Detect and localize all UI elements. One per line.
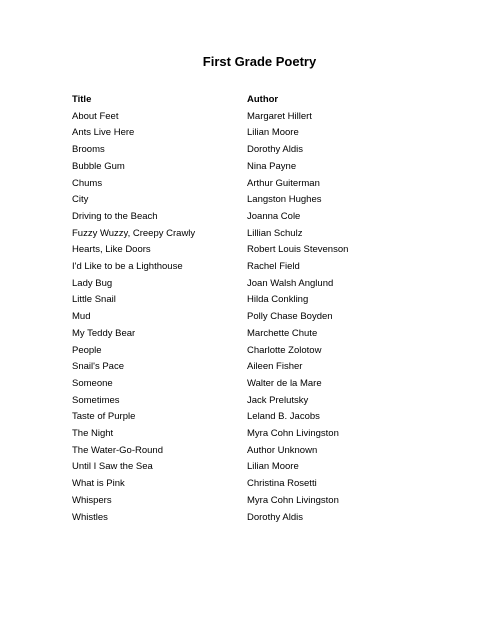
table-row: [72, 309, 407, 326]
table-row: [72, 159, 407, 176]
column-header-title: Title: [72, 94, 92, 105]
table-row: [72, 493, 407, 510]
poem-title-cell: Whistles: [72, 511, 108, 523]
table-header: [72, 92, 407, 109]
poem-title-cell: Ants Live Here: [72, 127, 135, 139]
poem-title-cell: Sometimes: [72, 394, 120, 406]
table-row: [72, 426, 407, 443]
table-row: [72, 459, 407, 476]
poem-title-cell: Whispers: [72, 494, 112, 506]
poem-author-cell: Langston Hughes: [247, 194, 322, 206]
poem-author-cell: Arthur Guiterman: [247, 177, 320, 189]
poem-title-cell: Driving to the Beach: [72, 210, 158, 222]
table-row: [72, 393, 407, 410]
table-row: [72, 209, 407, 226]
poem-title-cell: Snail's Pace: [72, 361, 124, 373]
column-header-author: Author: [247, 94, 279, 105]
poem-author-cell: Myra Cohn Livingston: [247, 494, 339, 506]
poem-author-cell: Robert Louis Stevenson: [247, 244, 349, 256]
table-row: [72, 476, 407, 493]
poem-author-cell: Dorothy Aldis: [247, 144, 303, 156]
poem-title-cell: Chums: [72, 177, 103, 189]
poem-title-cell: Fuzzy Wuzzy, Creepy Crawly: [72, 227, 196, 239]
poem-title-cell: Hearts, Like Doors: [72, 244, 151, 256]
poem-title-cell: What is Pink: [72, 478, 125, 490]
poem-title-cell: The Night: [72, 428, 114, 440]
poem-title-cell: Little Snail: [72, 294, 116, 306]
poem-author-cell: Charlotte Zolotow: [247, 344, 322, 356]
table-row: [72, 125, 407, 142]
poem-author-cell: Marchette Chute: [247, 327, 318, 339]
poem-title-cell: Lady Bug: [72, 277, 113, 289]
table-row: [72, 192, 407, 209]
table-row: [72, 343, 407, 360]
document-title: First Grade Poetry: [202, 54, 317, 69]
poem-author-cell: Hilda Conkling: [247, 294, 309, 306]
poem-author-cell: Margaret Hillert: [247, 110, 312, 122]
table-body: [72, 109, 407, 527]
poem-title-cell: People: [72, 344, 102, 356]
poem-author-cell: Nina Payne: [247, 160, 297, 172]
poem-author-cell: Lilian Moore: [247, 461, 299, 473]
poem-author-cell: Jack Prelutsky: [247, 394, 309, 406]
poem-author-cell: Joanna Cole: [247, 210, 301, 222]
table-row: [72, 109, 407, 126]
poem-author-cell: Leland B. Jacobs: [247, 411, 320, 423]
poem-author-cell: Aileen Fisher: [247, 361, 303, 373]
poem-author-cell: Walter de la Mare: [247, 377, 322, 389]
poem-title-cell: My Teddy Bear: [72, 327, 136, 339]
poem-title-cell: The Water-Go-Round: [72, 444, 163, 456]
poem-title-cell: About Feet: [72, 110, 119, 122]
poem-title-cell: City: [72, 194, 89, 206]
poem-author-cell: Author Unknown: [247, 444, 318, 456]
table-row: [72, 326, 407, 343]
table-row: [72, 142, 407, 159]
poem-title-cell: Mud: [72, 311, 91, 323]
table-row: [72, 510, 407, 527]
table-row: [72, 176, 407, 193]
table-row: [72, 376, 407, 393]
poem-title-cell: Until I Saw the Sea: [72, 461, 153, 473]
poem-author-cell: Christina Rosetti: [247, 478, 317, 490]
poem-author-cell: Polly Chase Boyden: [247, 311, 333, 323]
table-row: [72, 226, 407, 243]
table-row: [72, 409, 407, 426]
poem-title-cell: Brooms: [72, 144, 105, 156]
table-row: [72, 292, 407, 309]
poem-author-cell: Joan Walsh Anglund: [247, 277, 334, 289]
table-row: [72, 443, 407, 460]
poem-author-cell: Rachel Field: [247, 261, 300, 273]
poem-author-cell: Dorothy Aldis: [247, 511, 303, 523]
poem-title-cell: Taste of Purple: [72, 411, 136, 423]
table-row: [72, 259, 407, 276]
poem-author-cell: Lillian Schulz: [247, 227, 303, 239]
table-row: [72, 276, 407, 293]
poem-author-cell: Myra Cohn Livingston: [247, 428, 339, 440]
poem-author-cell: Lilian Moore: [247, 127, 299, 139]
poem-title-cell: I'd Like to be a Lighthouse: [72, 261, 183, 273]
table-row: [72, 242, 407, 259]
table-header-row: [72, 92, 407, 109]
poem-title-cell: Someone: [72, 377, 113, 389]
table-row: [72, 359, 407, 376]
poem-title-cell: Bubble Gum: [72, 160, 125, 172]
poem-table: [72, 92, 407, 526]
